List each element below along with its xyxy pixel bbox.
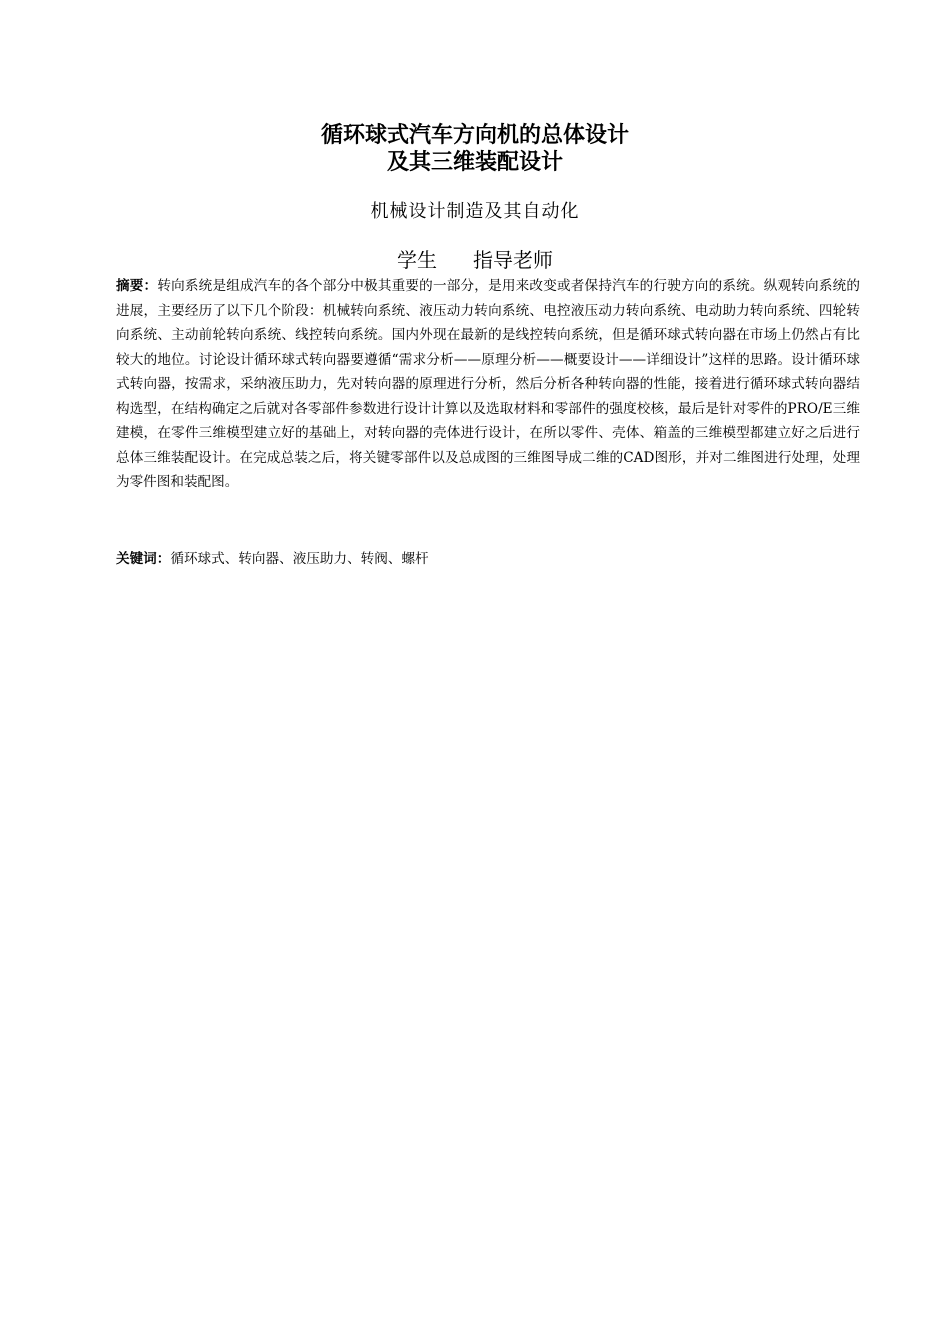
abstract-label: 摘要： (116, 278, 158, 294)
title-line-2: 及其三维装配设计 (386, 150, 563, 175)
major-subtitle: 机械设计制造及其自动化 (370, 201, 580, 222)
keywords-label: 关键词： (116, 551, 171, 567)
student-label: 学生 (397, 248, 437, 272)
abstract-paragraph (116, 274, 860, 495)
keywords-line (116, 547, 860, 572)
author-line (0, 246, 950, 274)
advisor-label: 指导老师 (473, 248, 553, 272)
abstract-text: 转向系统是组成汽车的各个部分中极其重要的一部分，是用来改变或者保持汽车的行驶方向的系统。纵观转向系统的进展，主要经历了以下几个阶段：机械转向系统、液压动力转向系统、电控液压动力转向系统、电动助力转向系统、四轮转向系统、主动前轮转向系统、线控转向系统。国内外现在最新的是线控转向系统，但是循环球式转向器在市场上仍然占有比较大的地位。讨论设计循环球式转向器要遵循“需求分析——原理分析——概要设计——详细设计”这样的思路。设计循环球式转向器，按需求，采纳液压助力，先对转向器的原理进行分析，然后分析各种转向器的性能，接着进行循环球式转向器结构选型，在结构确定之后就对各零部件参数进行设计计算以及选取材料和零部件的强度校核，最后是针对零件的PRO/E三维建模，在零件三维模型建立好的基础上，对转向器的壳体进行设计，在所以零件、壳体、箱盖的三维模型都建立好之后进行总体三维装配设计。在完成总装之后，将关键零部件以及总成图的三维图导成二维的CAD图形，并对二维图进行处理，处理为零件图和装配图。 (116, 278, 860, 490)
keywords-text: 循环球式、转向器、液压助力、转阀、螺杆 (170, 551, 429, 567)
title-line-1: 循环球式汽车方向机的总体设计 (320, 123, 629, 148)
